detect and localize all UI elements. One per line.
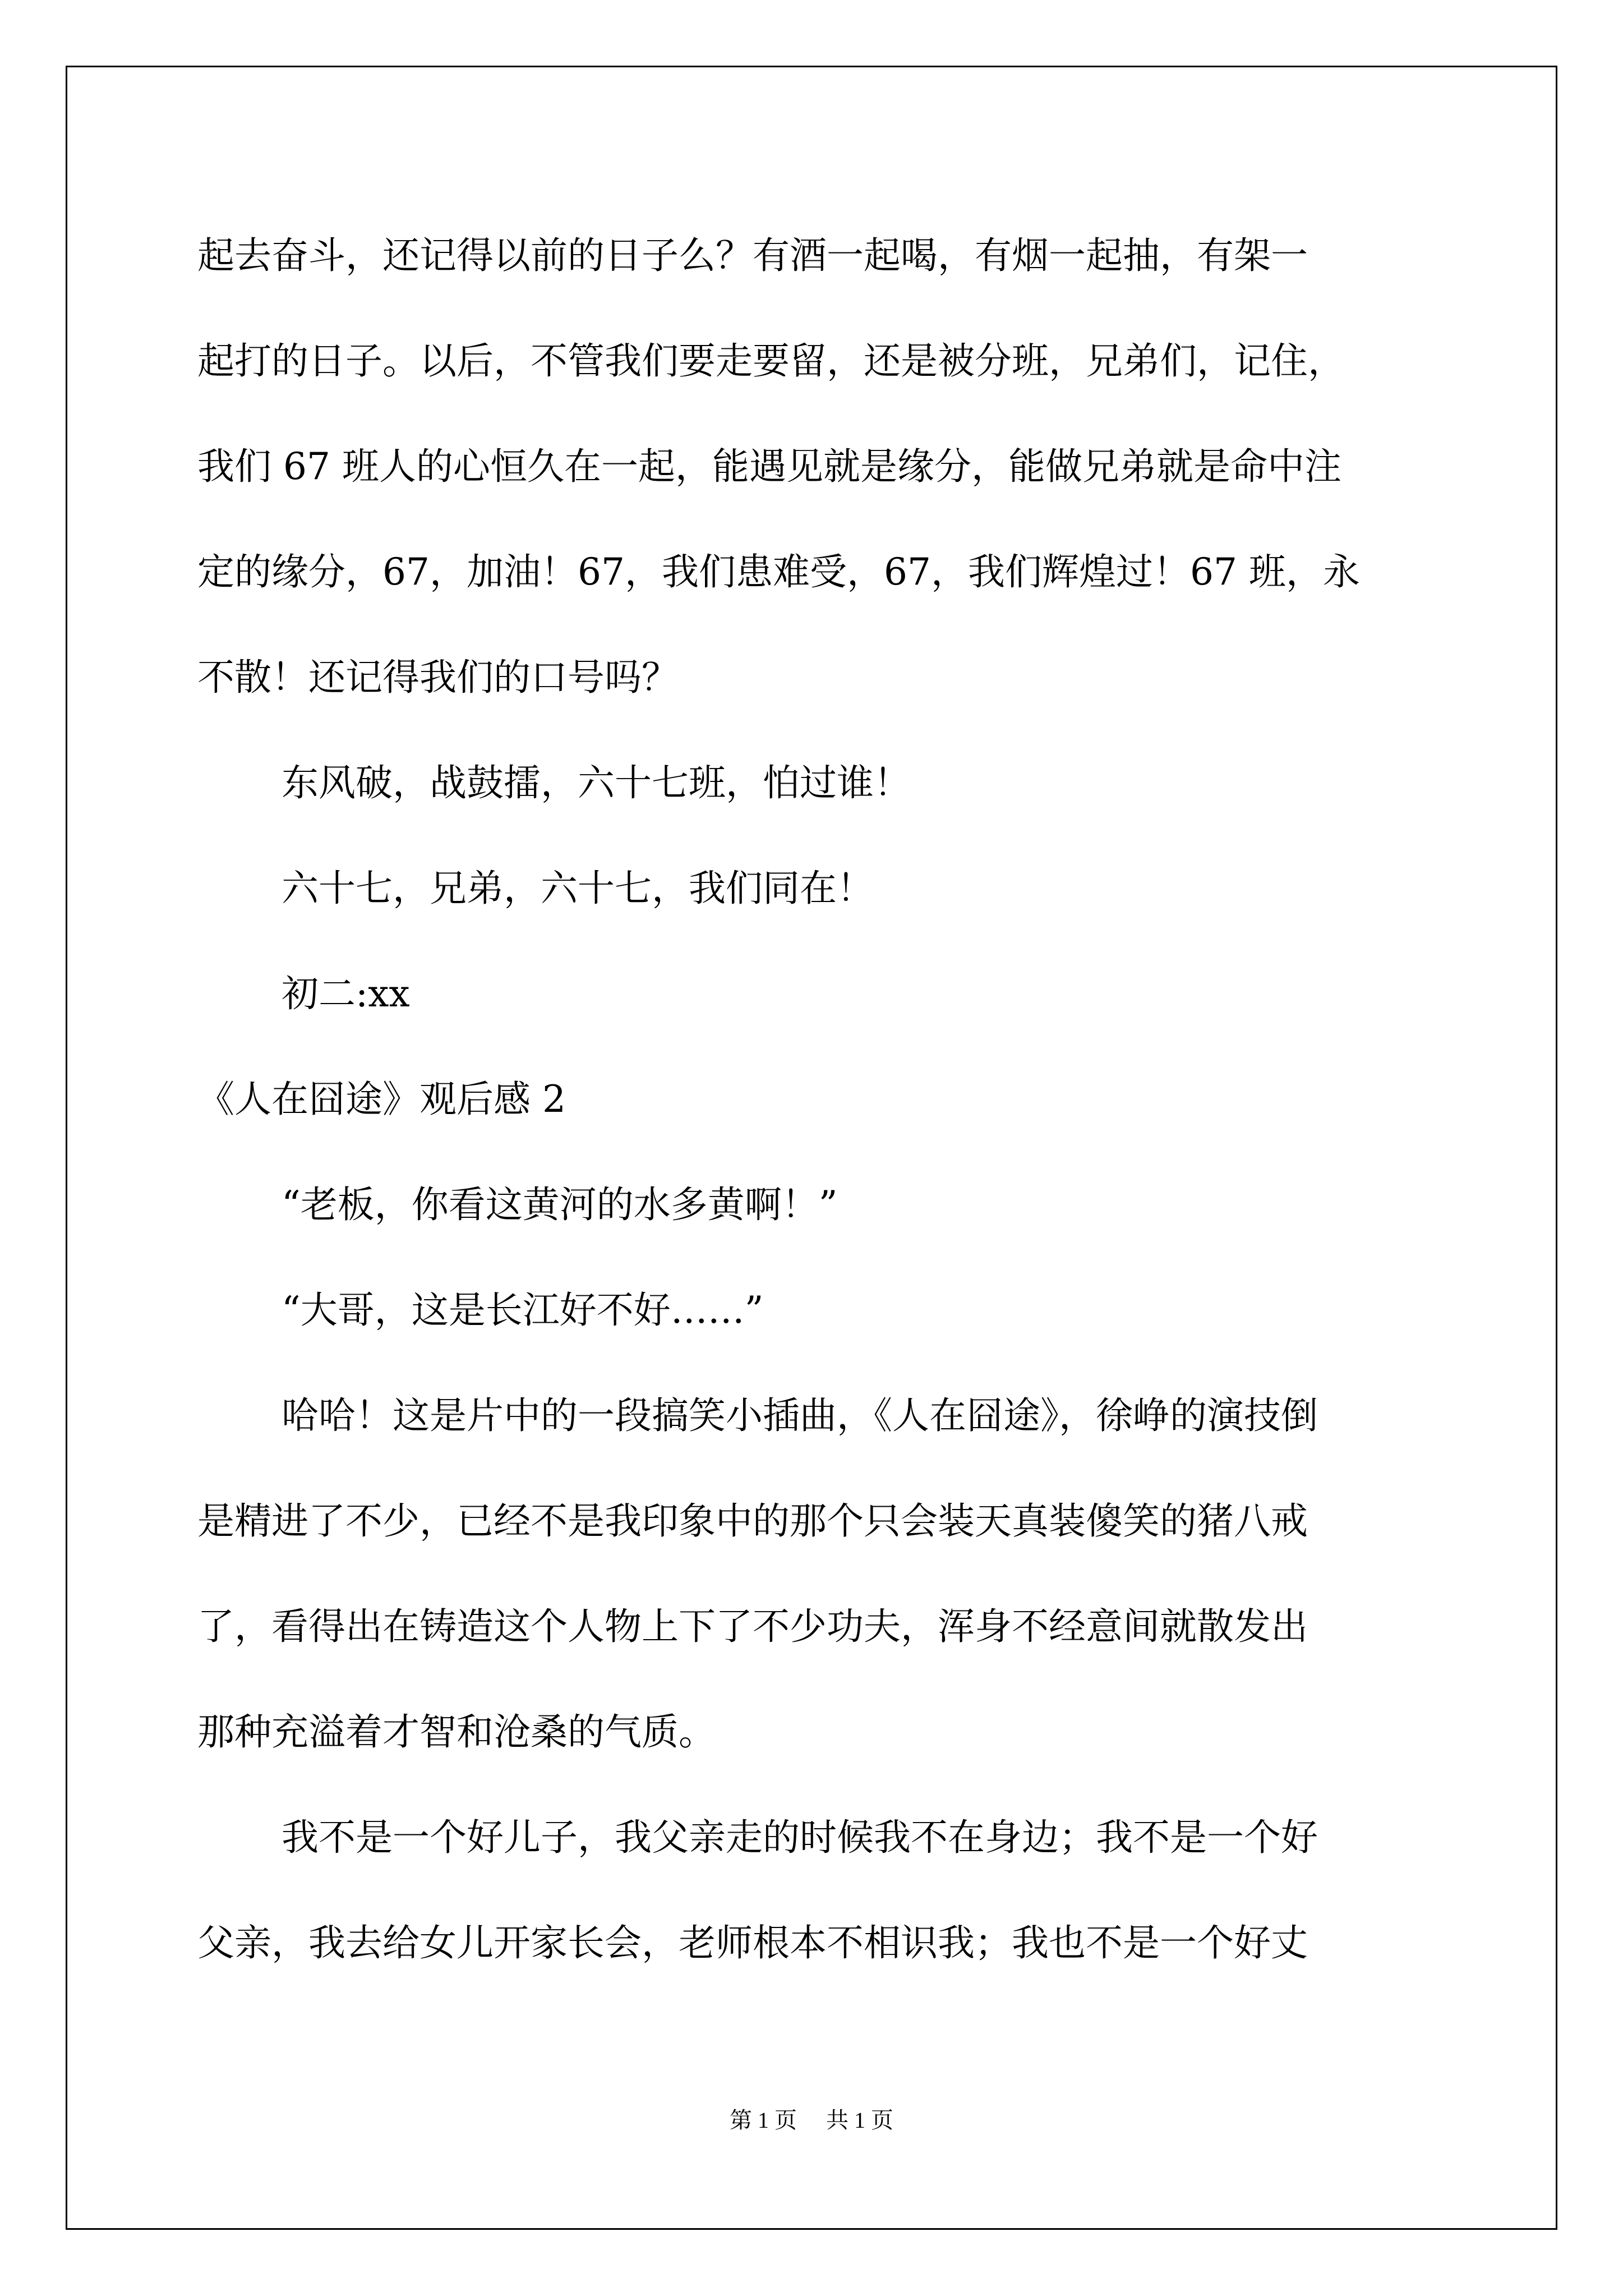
text-line: 起去奋斗，还记得以前的日子么？有酒一起喝，有烟一起抽，有架一 xyxy=(197,234,1308,277)
page-footer xyxy=(0,2104,1623,2137)
paragraph-start: 我不是一个好儿子，我父亲走的时候我不在身边；我不是一个好 xyxy=(282,1816,1318,1859)
page-total: 共 1 页 xyxy=(826,2108,893,2133)
text-line: 不散！还记得我们的口号吗？ xyxy=(197,656,679,699)
section-title: 《人在囧途》观后感 2 xyxy=(197,1078,566,1121)
text-line: 起打的日子。以后，不管我们要走要留，还是被分班，兄弟们，记住， xyxy=(197,339,1345,383)
slogan-line: 东风破，战鼓擂，六十七班，怕过谁！ xyxy=(282,761,911,804)
text-line: 父亲，我去给女儿开家长会，老师根本不相识我；我也不是一个好丈 xyxy=(197,1921,1308,1964)
author-line: 初二:xx xyxy=(282,972,410,1015)
text-line: 那种充溢着才智和沧桑的气质。 xyxy=(197,1710,716,1754)
paragraph-start: 哈哈！这是片中的一段搞笑小插曲，《人在囧途》，徐峥的演技倒 xyxy=(282,1394,1318,1437)
text-line: 了，看得出在铸造这个人物上下了不少功夫，浑身不经意间就散发出 xyxy=(197,1605,1308,1648)
document-body xyxy=(197,203,1448,1996)
text-line: 定的缘分，67，加油！67，我们患难受，67，我们辉煌过！67 班，永 xyxy=(197,550,1360,593)
text-line: 我们 67 班人的心恒久在一起，能遇见就是缘分，能做兄弟就是命中注 xyxy=(197,445,1341,488)
dialogue-line: “老板，你看这黄河的水多黄啊！” xyxy=(282,1183,838,1226)
page-number: 第 1 页 xyxy=(730,2108,797,2133)
dialogue-line: “大哥，这是长江好不好……” xyxy=(282,1289,764,1332)
slogan-line: 六十七，兄弟，六十七，我们同在！ xyxy=(282,867,874,910)
text-line: 是精进了不少，已经不是我印象中的那个只会装天真装傻笑的猪八戒 xyxy=(197,1499,1308,1543)
